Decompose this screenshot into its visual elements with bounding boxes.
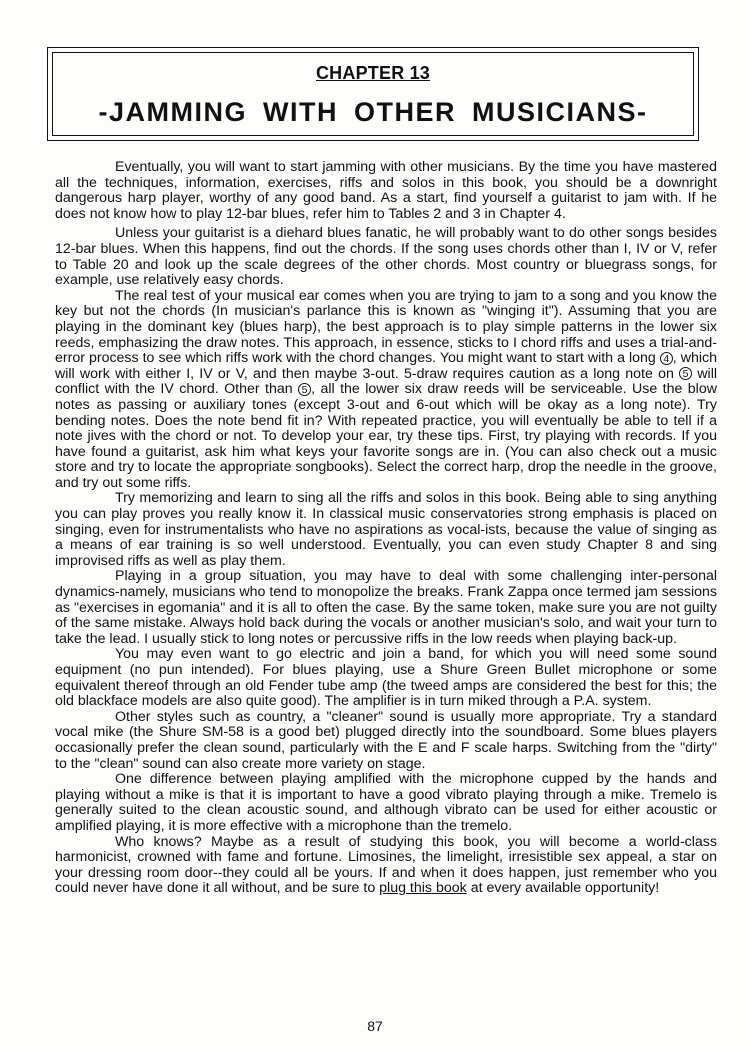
chapter-title: -JAMMING WITH OTHER MUSICIANS- xyxy=(98,97,648,127)
paragraph-3-part-a: The real test of your musical ear comes when you are trying to jam to a song and you know the key but not the chords (In musician's parlance this is known as "winging it"). Assuming that you are playing in the dominant key (blues harp), the best approach is to play simple patterns in the lower six reeds, emphasizing the draw notes. This approach, in essence, sticks to I chord riffs and uses a trial-and-error process to see which riffs work with the chord changes. You might want to start with a long xyxy=(55,287,717,367)
paragraph-4: Try memorizing and learn to sing all the riffs and solos in this book. Being able to sing anything you can play proves you really know it. In classical music conservatories strong emphasis is placed on singing, even for instrumentalists who have no aspirations as vocal-ists, because the value of singing as a means of ear training is so well understood. Eventually, you can even study Chapter 8 and sing improvised riffs as well as play them. xyxy=(55,490,717,569)
paragraph-3-part-b: , which will work with either I, IV or V, and then maybe 3-out. 5-draw requires caution as a long note on xyxy=(55,350,717,382)
paragraph-3-part-d: , all the lower six draw reeds will be serviceable. Use the blow notes as passing or auxiliary tones (except 3-out and 6-out which will be okay as a long note). Try bending notes. Does the note bend fit in? With repeated practice, you will eventually be able to tell if a note jives with the chord or not. To develop your ear, try these tips. First, try playing with records. If you have found a guitarist, ask him what keys your favorite songs are in. (You can also check out a music store and try to locate the appropriate songbooks). Select the correct harp, drop the needle in the groove, and try out some riffs. xyxy=(55,381,717,491)
chapter-header-box xyxy=(47,47,699,141)
paragraph-9-part-b: at every available opportunity! xyxy=(470,880,660,897)
paragraph-3-part-c: will conflict with the IV chord. Other than xyxy=(55,365,717,398)
hole-4-circle: 4 xyxy=(660,352,673,365)
hole-5-circle: 5 xyxy=(679,367,692,380)
paragraph-3 xyxy=(55,289,717,492)
plug-this-book-text: plug this book xyxy=(379,880,467,897)
paragraph-8: One difference between playing amplified with the microphone cupped by the hands and playing without a mike is that it is important to have a good vibrato playing through a mike. Tremelo is generally suited to the clean acoustic sound, and although vibrato can be used for either acoustic or amplified playing, it is more effective with a microphone than the tremelo. xyxy=(55,771,717,834)
hole-5-circle-second: 5 xyxy=(298,383,311,396)
paragraph-2: Unless your guitarist is a diehard blues fanatic, he will probably want to do other songs besides 12-bar blues. When this happens, find out the chords. If the song uses chords other than I, IV or V, refer to Table 20 and look up the scale degrees of the other chords. Most country or bluegrass songs, for example, use relatively easy chords. xyxy=(55,225,717,289)
chapter-header-inner-border xyxy=(52,52,694,136)
paragraph-6: You may even want to go electric and join a band, for which you will need some sound equipment (no pun intended). For blues playing, use a Shure Green Bullet microphone or some equivalent thereof through an old Fender tube amp (the tweed amps are considered the best for this; the old blackface models are also quite good). The amplifier is in turn miked through a P.A. system. xyxy=(55,646,717,710)
page-number: 87 xyxy=(367,1018,383,1034)
paragraph-5: Playing in a group situation, you may have to deal with some challenging inter-personal dynamics-namely, musicians who tend to monopolize the breaks. Frank Zappa once termed jam sessions as "exercises in egomania" and it is all to often the case. By the same token, make sure you are not guilty of the same mistake. Always hold back during the vocals or another musician's solo, and wait your turn to take the lead. I usually stick to long notes or percussive riffs in the low reeds when playing back-up. xyxy=(55,568,717,647)
paragraph-1: Eventually, you will want to start jamming with other musicians. By the time you have mastered all the techniques, information, exercises, riffs and solos in this book, you should be a downright dangerous harp player, worthy of any good band. As a start, find yourself a guitarist to jam with. If he does not know how to play 12-bar blues, refer him to Tables 2 and 3 in Chapter 4. xyxy=(55,159,717,222)
paragraph-9 xyxy=(55,835,717,897)
chapter-body xyxy=(55,160,717,897)
paragraph-9-part-a: Who knows? Maybe as a result of studying this book, you will become a world-class harmonicist, crowned with fame and fortune. Limosines, the limelight, irresistible sex appeal, a star on your dressing room door--they could all be yours. If and when it does happen, just remember who you could never have done it all without, and be sure to xyxy=(55,833,717,897)
chapter-number: CHAPTER 13 xyxy=(315,63,431,83)
paragraph-7: Other styles such as country, a "cleaner" sound is usually more appropriate. Try a standard vocal mike (the Shure SM-58 is a good bet) plugged directly into the soundboard. Some blues players occasionally prefer the clean sound, particularly with the E and F scale harps. Switching from the "dirty" to the "clean" sound can also create more variety on stage. xyxy=(55,708,717,772)
